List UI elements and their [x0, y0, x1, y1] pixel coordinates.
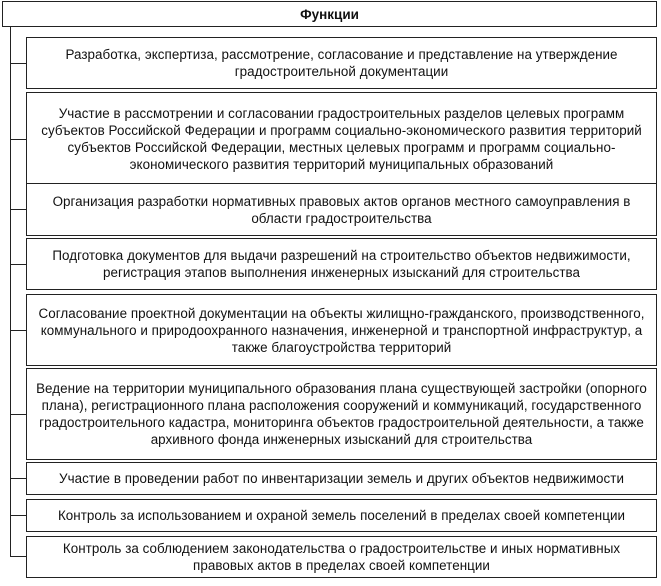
connector-tick: [10, 515, 26, 516]
function-box-6: [26, 368, 657, 460]
function-text-3: Организация разработки нормативных правовых актов органов местного самоуправления в области градостроительства: [52, 193, 631, 226]
function-box-2: [26, 92, 657, 186]
connector-tick: [10, 414, 26, 415]
functions-title-box: [2, 1, 657, 27]
functions-title: Функции: [300, 6, 359, 22]
function-text-7: Участие в проведении работ по инвентаризации земель и других объектов недвижимости: [59, 471, 624, 486]
function-box-7: [26, 462, 657, 495]
function-box-5: [26, 294, 657, 366]
connector-tick: [10, 330, 26, 331]
connector-tick: [10, 209, 26, 210]
function-text-1: Разработка, экспертиза, рассмотрение, согласование и представление на утверждение градостроительной документации: [65, 47, 618, 79]
function-text-5: Согласование проектной документации на объекты жилищно-гражданского, производственного, коммунального и природоохранного назначения, инженерной и транспортной инфраструктур, а также благоустройства территорий: [38, 305, 645, 355]
function-box-1: [26, 37, 657, 89]
vertical-connector-line: [10, 27, 11, 556]
connector-tick: [10, 264, 26, 265]
function-text-2: Участие в рассмотрении и согласовании градостроительных разделов целевых программ субъектов Российской Федерации и программ социально-экономического развития территорий субъектов Российской Федерации, местных целевых программ и программ социально-экономического развития территорий муниципальных образований: [41, 106, 642, 172]
function-text-4: Подготовка документов для выдачи разрешений на строительство объектов недвижимости, регистрация этапов выполнения инженерных изысканий для строительства: [52, 248, 631, 280]
function-box-3: [26, 183, 657, 236]
function-text-9: Контроль за соблюдением законодательства о градостроительстве и иных нормативных правовых актов в пределах своей компетенции: [62, 541, 621, 573]
function-text-8: Контроль за использованием и охраной земель поселений в пределах своей компетенции: [57, 508, 626, 523]
connector-tick: [10, 139, 26, 140]
connector-tick: [10, 63, 26, 64]
function-box-4: [26, 238, 657, 290]
function-box-8: [26, 499, 657, 532]
connector-tick: [10, 478, 26, 479]
function-text-6: Ведение на территории муниципального образования плана существующей застройки (опорного плана), регистрационного плана расположения сооружений и коммуникаций, государственного градостроительного кадастра, мониторинга объектов градостроительной деятельности, а также архивного фонда инженерных изысканий для строительства: [36, 381, 647, 447]
function-box-9: [26, 536, 657, 578]
connector-tick: [10, 556, 26, 557]
